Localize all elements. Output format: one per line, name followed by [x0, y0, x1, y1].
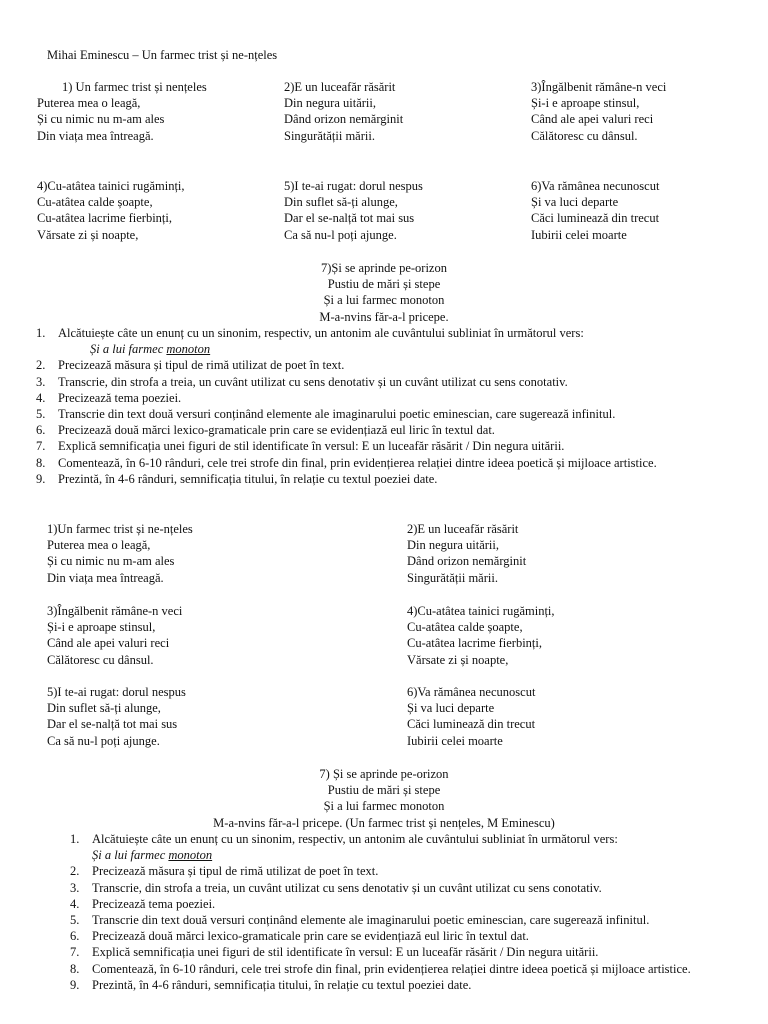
verse-line: Și-i e aproape stinsul, [531, 96, 640, 111]
question-text: Precizează măsura și tipul de rimă utilizat de poet în text. [92, 864, 379, 879]
question-number: 5. [36, 407, 46, 422]
verse-line: Cu-atâtea calde șoapte, [37, 195, 153, 210]
stanza-5 [284, 178, 423, 243]
question-number: 3. [70, 880, 80, 895]
question-text: Comentează, în 6-10 rânduri, cele trei strofe din final, prin evidențierea relației dintre ideea poetică și mijloace artistice. [92, 961, 691, 976]
list-item [70, 977, 732, 993]
stanza-5-copy [47, 684, 186, 749]
question-text: Transcrie din text două versuri conținând elemente ale imaginarului poetic eminescian, care sugerează infinitul. [92, 913, 650, 928]
question-text: Prezintă, în 4-6 rânduri, semnificația titului, în relație cu textul poeziei date. [92, 977, 472, 992]
question-number: 5. [70, 913, 80, 928]
stanza-6 [531, 178, 659, 243]
question-text: Explică semnificația unei figuri de stil identificate în versul: E un luceafăr răsărit / Din negura uitării. [58, 439, 565, 454]
question-text: Precizează măsura și tipul de rimă utilizat de poet în text. [58, 358, 345, 373]
verse-line: Din negura uitării, [284, 96, 376, 111]
verse-line: Dând orizon nemărginit [284, 112, 404, 127]
question-number: 8. [36, 455, 46, 470]
list-item [70, 912, 732, 928]
verse-line: Și-i e aproape stinsul, [47, 620, 156, 635]
verse-line: Din viața mea întreagă. [47, 570, 164, 585]
stanza-4-copy [407, 603, 555, 668]
verse-line: Singurătății mării. [284, 128, 375, 143]
verse-line: Și a lui farmec monoton [323, 799, 445, 814]
question-number: 2. [36, 358, 46, 373]
question-number: 2. [70, 864, 80, 879]
list-item [70, 863, 732, 879]
stanza-title: 6)Va rămânea necunoscut [531, 179, 660, 193]
verse-line: M-a-nvins făr-a-l pricepe. (Un farmec trist și nențeles, M Eminescu) [213, 815, 555, 830]
final-stanza-copy [0, 766, 768, 831]
verse-line: Din negura uitării, [407, 538, 499, 553]
verse-line: Ca să nu-l poți ajunge. [284, 227, 397, 242]
verse-line: Și va luci departe [407, 701, 495, 716]
question-number: 8. [70, 961, 80, 976]
questions-list-copy [70, 831, 732, 993]
list-item [70, 928, 732, 944]
verse-line: Și cu nimic nu m-am ales [37, 112, 165, 127]
verse-line: Când ale apei valuri reci [531, 112, 654, 127]
stanza-2 [284, 79, 403, 144]
list-item [36, 422, 732, 438]
verse-line: Călătoresc cu dânsul. [47, 652, 154, 667]
question-text: Precizează tema poeziei. [58, 390, 182, 405]
question-number: 9. [70, 977, 80, 992]
question-number: 9. [36, 471, 46, 486]
verse-line: Dar el se-nalță tot mai sus [284, 211, 415, 226]
verse-line: 7) Și se aprinde pe-orizon [319, 767, 449, 781]
question-text: Transcrie din text două versuri conținând elemente ale imaginarului poetic eminescian, care sugerează infinitul. [58, 407, 616, 422]
question-number: 4. [70, 896, 80, 911]
stanza-title: 3)Îngălbenit rămâne-n veci [47, 604, 183, 618]
stanza-title: 5)I te-ai rugat: dorul nespus [47, 685, 186, 699]
verse-line: Căci luminează din trecut [407, 717, 536, 732]
stanza-3-copy [47, 603, 182, 668]
stanza-6-copy [407, 684, 535, 749]
stanza-title: 5)I te-ai rugat: dorul nespus [284, 179, 423, 193]
stanza-4 [37, 178, 185, 243]
underlined-word: monoton [168, 848, 213, 863]
list-item [36, 406, 732, 422]
verse-line: Singurătății mării. [407, 570, 498, 585]
final-stanza [0, 260, 768, 325]
question-text: Explică semnificația unei figuri de stil identificate în versul: E un luceafăr răsărit / Din negura uitării. [92, 945, 599, 960]
stanza-title: 4)Cu-atâtea tainici rugăminți, [407, 604, 555, 618]
question-number: 1. [70, 832, 80, 846]
stanza-title: 2)E un luceafăr răsărit [407, 522, 519, 536]
stanza-3 [531, 79, 666, 144]
verse-line: Din viața mea întreagă. [37, 128, 154, 143]
question-text: Comentează, în 6-10 rânduri, cele trei strofe din final, prin evidențierea relației dintre ideea poetică și mijloace artistice. [58, 455, 657, 470]
stanza-1 [37, 79, 207, 144]
verse-line: M-a-nvins făr-a-l pricepe. [319, 309, 449, 324]
stanza-title: 1)Un farmec trist și ne-nțeles [47, 522, 193, 536]
verse-line: Cu-atâtea lacrime fierbinți, [407, 636, 543, 651]
question-number: 6. [70, 929, 80, 944]
document-title: Mihai Eminescu – Un farmec trist și ne-nțeles [47, 48, 278, 62]
list-item [36, 374, 732, 390]
question-number: 3. [36, 374, 46, 389]
verse-line: Din suflet să-ți alunge, [284, 195, 398, 210]
verse-line: Când ale apei valuri reci [47, 636, 170, 651]
cited-verse [58, 341, 732, 357]
list-item [36, 455, 732, 471]
stanza-title: 3)Îngălbenit rămâne-n veci [531, 80, 667, 94]
verse-line: Ca să nu-l poți ajunge. [47, 733, 160, 748]
question-text: Precizează tema poeziei. [92, 896, 216, 911]
stanza-title: 4)Cu-atâtea tainici rugăminți, [37, 179, 185, 193]
stanza-title: 1) Un farmec trist și nențeles [62, 80, 207, 94]
question-text: Prezintă, în 4-6 rânduri, semnificația titului, în relație cu textul poeziei date. [58, 471, 438, 486]
stanza-title: 6)Va rămânea necunoscut [407, 685, 536, 699]
verse-line: 7)Și se aprinde pe-orizon [320, 261, 447, 275]
question-text: Alcătuiește câte un enunț cu un sinonim, respectiv, un antonim ale cuvântului subliniat în următorul vers: [92, 832, 618, 846]
stanza-title: 2)E un luceafăr răsărit [284, 80, 396, 94]
question-number: 4. [36, 390, 46, 405]
verse-line: Cu-atâtea calde șoapte, [407, 620, 523, 635]
questions-list [36, 325, 732, 487]
verse-line: Puterea mea o leagă, [37, 96, 141, 111]
verse-line: Vărsate zi și noapte, [407, 652, 509, 667]
verse-line: Puterea mea o leagă, [47, 538, 151, 553]
question-number: 7. [70, 945, 80, 960]
cited-verse [92, 847, 732, 863]
question-text: Precizează două mărci lexico-gramaticale prin care se evidențiază eul liric în textul dat. [92, 929, 529, 944]
list-item [36, 390, 732, 406]
cited-verse-prefix: Și a lui farmec [92, 848, 169, 863]
list-item [70, 831, 732, 863]
list-item [36, 357, 732, 373]
verse-line: Cu-atâtea lacrime fierbinți, [37, 211, 173, 226]
question-text: Precizează două mărci lexico-gramaticale prin care se evidențiază eul liric în textul dat. [58, 423, 495, 438]
stanza-1-copy [47, 521, 193, 586]
cited-verse-prefix: Și a lui farmec [90, 342, 167, 357]
verse-line: Dar el se-nalță tot mai sus [47, 717, 178, 732]
verse-line: Iubirii celei moarte [531, 227, 627, 242]
question-number: 1. [36, 326, 46, 340]
list-item [70, 944, 732, 960]
verse-line: Călătoresc cu dânsul. [531, 128, 638, 143]
question-text: Transcrie, din strofa a treia, un cuvânt utilizat cu sens denotativ și un cuvânt utilizat cu sens conotativ. [58, 374, 568, 389]
list-item [70, 896, 732, 912]
verse-line: Din suflet să-ți alunge, [47, 701, 161, 716]
list-item [36, 471, 732, 487]
verse-line: Și a lui farmec monoton [323, 293, 445, 308]
verse-line: Căci luminează din trecut [531, 211, 660, 226]
verse-line: Iubirii celei moarte [407, 733, 503, 748]
question-number: 7. [36, 439, 46, 454]
list-item [70, 961, 732, 977]
verse-line: Pustiu de mări și stepe [327, 783, 441, 798]
underlined-word: monoton [166, 342, 211, 357]
list-item [70, 880, 732, 896]
list-item [36, 438, 732, 454]
list-item [36, 325, 732, 357]
verse-line: Și cu nimic nu m-am ales [47, 554, 175, 569]
verse-line: Și va luci departe [531, 195, 619, 210]
question-text: Alcătuiește câte un enunț cu un sinonim, respectiv, un antonim ale cuvântului subliniat în următorul vers: [58, 326, 584, 340]
question-text: Transcrie, din strofa a treia, un cuvânt utilizat cu sens denotativ și un cuvânt utilizat cu sens conotativ. [92, 880, 602, 895]
question-number: 6. [36, 423, 46, 438]
verse-line: Pustiu de mări și stepe [327, 277, 441, 292]
verse-line: Vărsate zi și noapte, [37, 227, 139, 242]
stanza-2-copy [407, 521, 526, 586]
verse-line: Dând orizon nemărginit [407, 554, 527, 569]
